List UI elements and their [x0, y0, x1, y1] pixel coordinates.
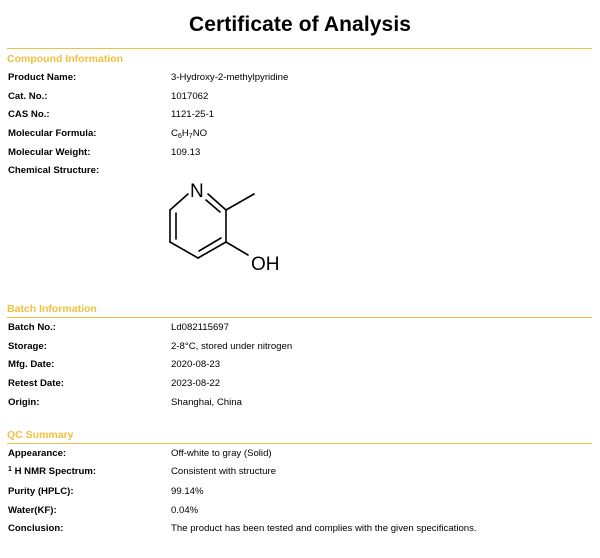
retest-date-value: 2023-08-22 — [171, 378, 221, 389]
retest-date-label: Retest Date: — [8, 378, 64, 389]
cat-no-value: 1017062 — [171, 91, 209, 102]
qc-divider — [7, 443, 592, 444]
formula-h-count: 7 — [188, 133, 193, 140]
bond-methyl — [226, 194, 254, 210]
formula-h: H — [181, 128, 189, 139]
bond-c4-c3-double — [199, 238, 221, 251]
page-title: Certificate of Analysis — [188, 13, 412, 36]
formula-label: Molecular Formula: — [8, 128, 97, 139]
bond-c5-c4 — [170, 242, 198, 258]
bond-c2-n — [208, 194, 226, 210]
cas-no-label: CAS No.: — [8, 109, 50, 120]
appearance-value: Off-white to gray (Solid) — [171, 448, 272, 459]
purity-value: 99.14% — [171, 486, 204, 497]
batch-no-value: Ld082115697 — [171, 322, 229, 333]
origin-label: Origin: — [8, 397, 40, 408]
batch-section-heading: Batch Information — [7, 303, 97, 315]
weight-label: Molecular Weight: — [8, 147, 91, 158]
chemical-structure — [158, 172, 308, 282]
mfg-date-value: 2020-08-23 — [171, 359, 221, 370]
storage-value: 2-8°C, stored under nitrogen — [171, 341, 293, 352]
purity-label: Purity (HPLC): — [8, 486, 74, 497]
product-name-label: Product Name: — [8, 72, 77, 83]
formula-c-count: 6 — [177, 133, 182, 140]
qc-section-heading: QC Summary — [7, 429, 74, 441]
appearance-label: Appearance: — [8, 448, 67, 459]
water-label: Water(KF): — [8, 505, 57, 516]
batch-no-label: Batch No.: — [8, 322, 56, 333]
water-value: 0.04% — [171, 505, 199, 516]
nmr-label-text: H NMR Spectrum: — [11, 466, 97, 477]
compound-section-heading: Compound Information — [7, 53, 124, 65]
weight-value: 109.13 — [171, 147, 201, 158]
cat-no-label: Cat. No.: — [8, 91, 48, 102]
storage-label: Storage: — [8, 341, 47, 352]
bond-oh — [226, 242, 248, 255]
conclusion-value: The product has been tested and complies with the given specifications. — [171, 523, 477, 534]
formula-c: C — [171, 128, 178, 139]
batch-divider — [7, 317, 592, 318]
atom-oh: OH — [251, 254, 280, 275]
cas-no-value: 1121-25-1 — [171, 109, 215, 120]
conclusion-label: Conclusion: — [8, 523, 64, 534]
mfg-date-label: Mfg. Date: — [8, 359, 55, 370]
formula-rest: NO — [192, 128, 208, 139]
origin-value: Shanghai, China — [171, 397, 242, 408]
nmr-label — [8, 466, 96, 477]
structure-label: Chemical Structure: — [8, 165, 100, 176]
nmr-label-sup: 1 — [8, 466, 12, 473]
top-divider — [7, 48, 592, 49]
nmr-value: Consistent with structure — [171, 466, 277, 477]
product-name-value: 3-Hydroxy-2-methylpyridine — [171, 72, 289, 83]
formula-value — [171, 128, 207, 140]
bond-n-c6 — [170, 194, 188, 210]
atom-n: N — [190, 181, 204, 202]
